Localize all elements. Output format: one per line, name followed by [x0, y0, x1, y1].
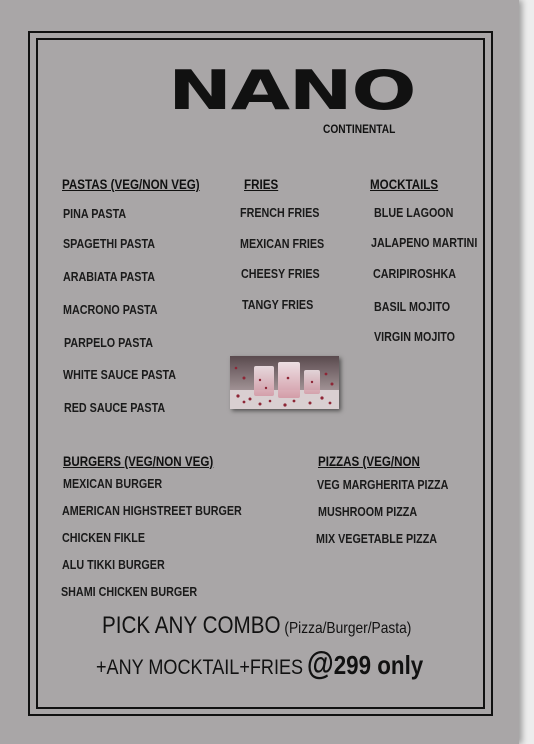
pizza-item: VEG MARGHERITA PIZZA	[317, 478, 449, 492]
burger-item: MEXICAN BURGER	[63, 477, 163, 491]
pizza-item: MUSHROOM PIZZA	[318, 505, 418, 519]
mocktail-item: CARIPIROSHKA	[373, 267, 457, 281]
pasta-item: ARABIATA PASTA	[63, 270, 155, 284]
pasta-item: PARPELO PASTA	[64, 336, 153, 350]
brand-logo: NANO	[168, 59, 416, 122]
mocktails-heading: MOCKTAILS	[370, 177, 439, 192]
mocktail-item: BASIL MOJITO	[374, 300, 451, 314]
fries-item: MEXICAN FRIES	[240, 237, 325, 251]
mocktail-photo	[230, 356, 339, 409]
pizzas-heading: PIZZAS (VEG/NON	[318, 454, 420, 469]
combo-price: 299 only	[333, 650, 424, 680]
pasta-item: RED SAUCE PASTA	[64, 401, 166, 415]
burger-item: SHAMI CHICKEN BURGER	[61, 585, 198, 599]
burgers-heading: BURGERS (VEG/NON VEG)	[63, 454, 214, 469]
pasta-item: WHITE SAUCE PASTA	[63, 368, 177, 382]
pizza-item: MIX VEGETABLE PIZZA	[316, 532, 438, 546]
brand-subtitle: CONTINENTAL	[323, 122, 396, 136]
mocktail-item: JALAPENO MARTINI	[371, 236, 478, 250]
fries-item: TANGY FRIES	[242, 298, 314, 312]
combo-title: PICK ANY COMBO	[102, 612, 281, 639]
pasta-item: PINA PASTA	[63, 207, 127, 221]
fries-item: FRENCH FRIES	[240, 206, 320, 220]
pasta-item: SPAGETHI PASTA	[63, 237, 155, 251]
mocktail-item: VIRGIN MOJITO	[374, 330, 456, 344]
combo-addons: +ANY MOCKTAIL+FRIES	[96, 656, 304, 679]
combo-note: (Pizza/Burger/Pasta)	[284, 620, 412, 637]
fries-heading: FRIES	[244, 177, 279, 192]
combo-line-1	[102, 612, 411, 640]
fries-item: CHEESY FRIES	[241, 267, 320, 281]
burger-item: AMERICAN HIGHSTREET BURGER	[62, 504, 242, 518]
combo-line-2	[96, 645, 423, 682]
pastas-heading: PASTAS (VEG/NON VEG)	[62, 177, 200, 192]
pasta-item: MACRONO PASTA	[63, 303, 158, 317]
combo-at-sign: @	[306, 645, 334, 681]
burger-item: CHICKEN FIKLE	[62, 531, 146, 545]
mocktail-item: BLUE LAGOON	[374, 206, 454, 220]
burger-item: ALU TIKKI BURGER	[62, 558, 165, 572]
